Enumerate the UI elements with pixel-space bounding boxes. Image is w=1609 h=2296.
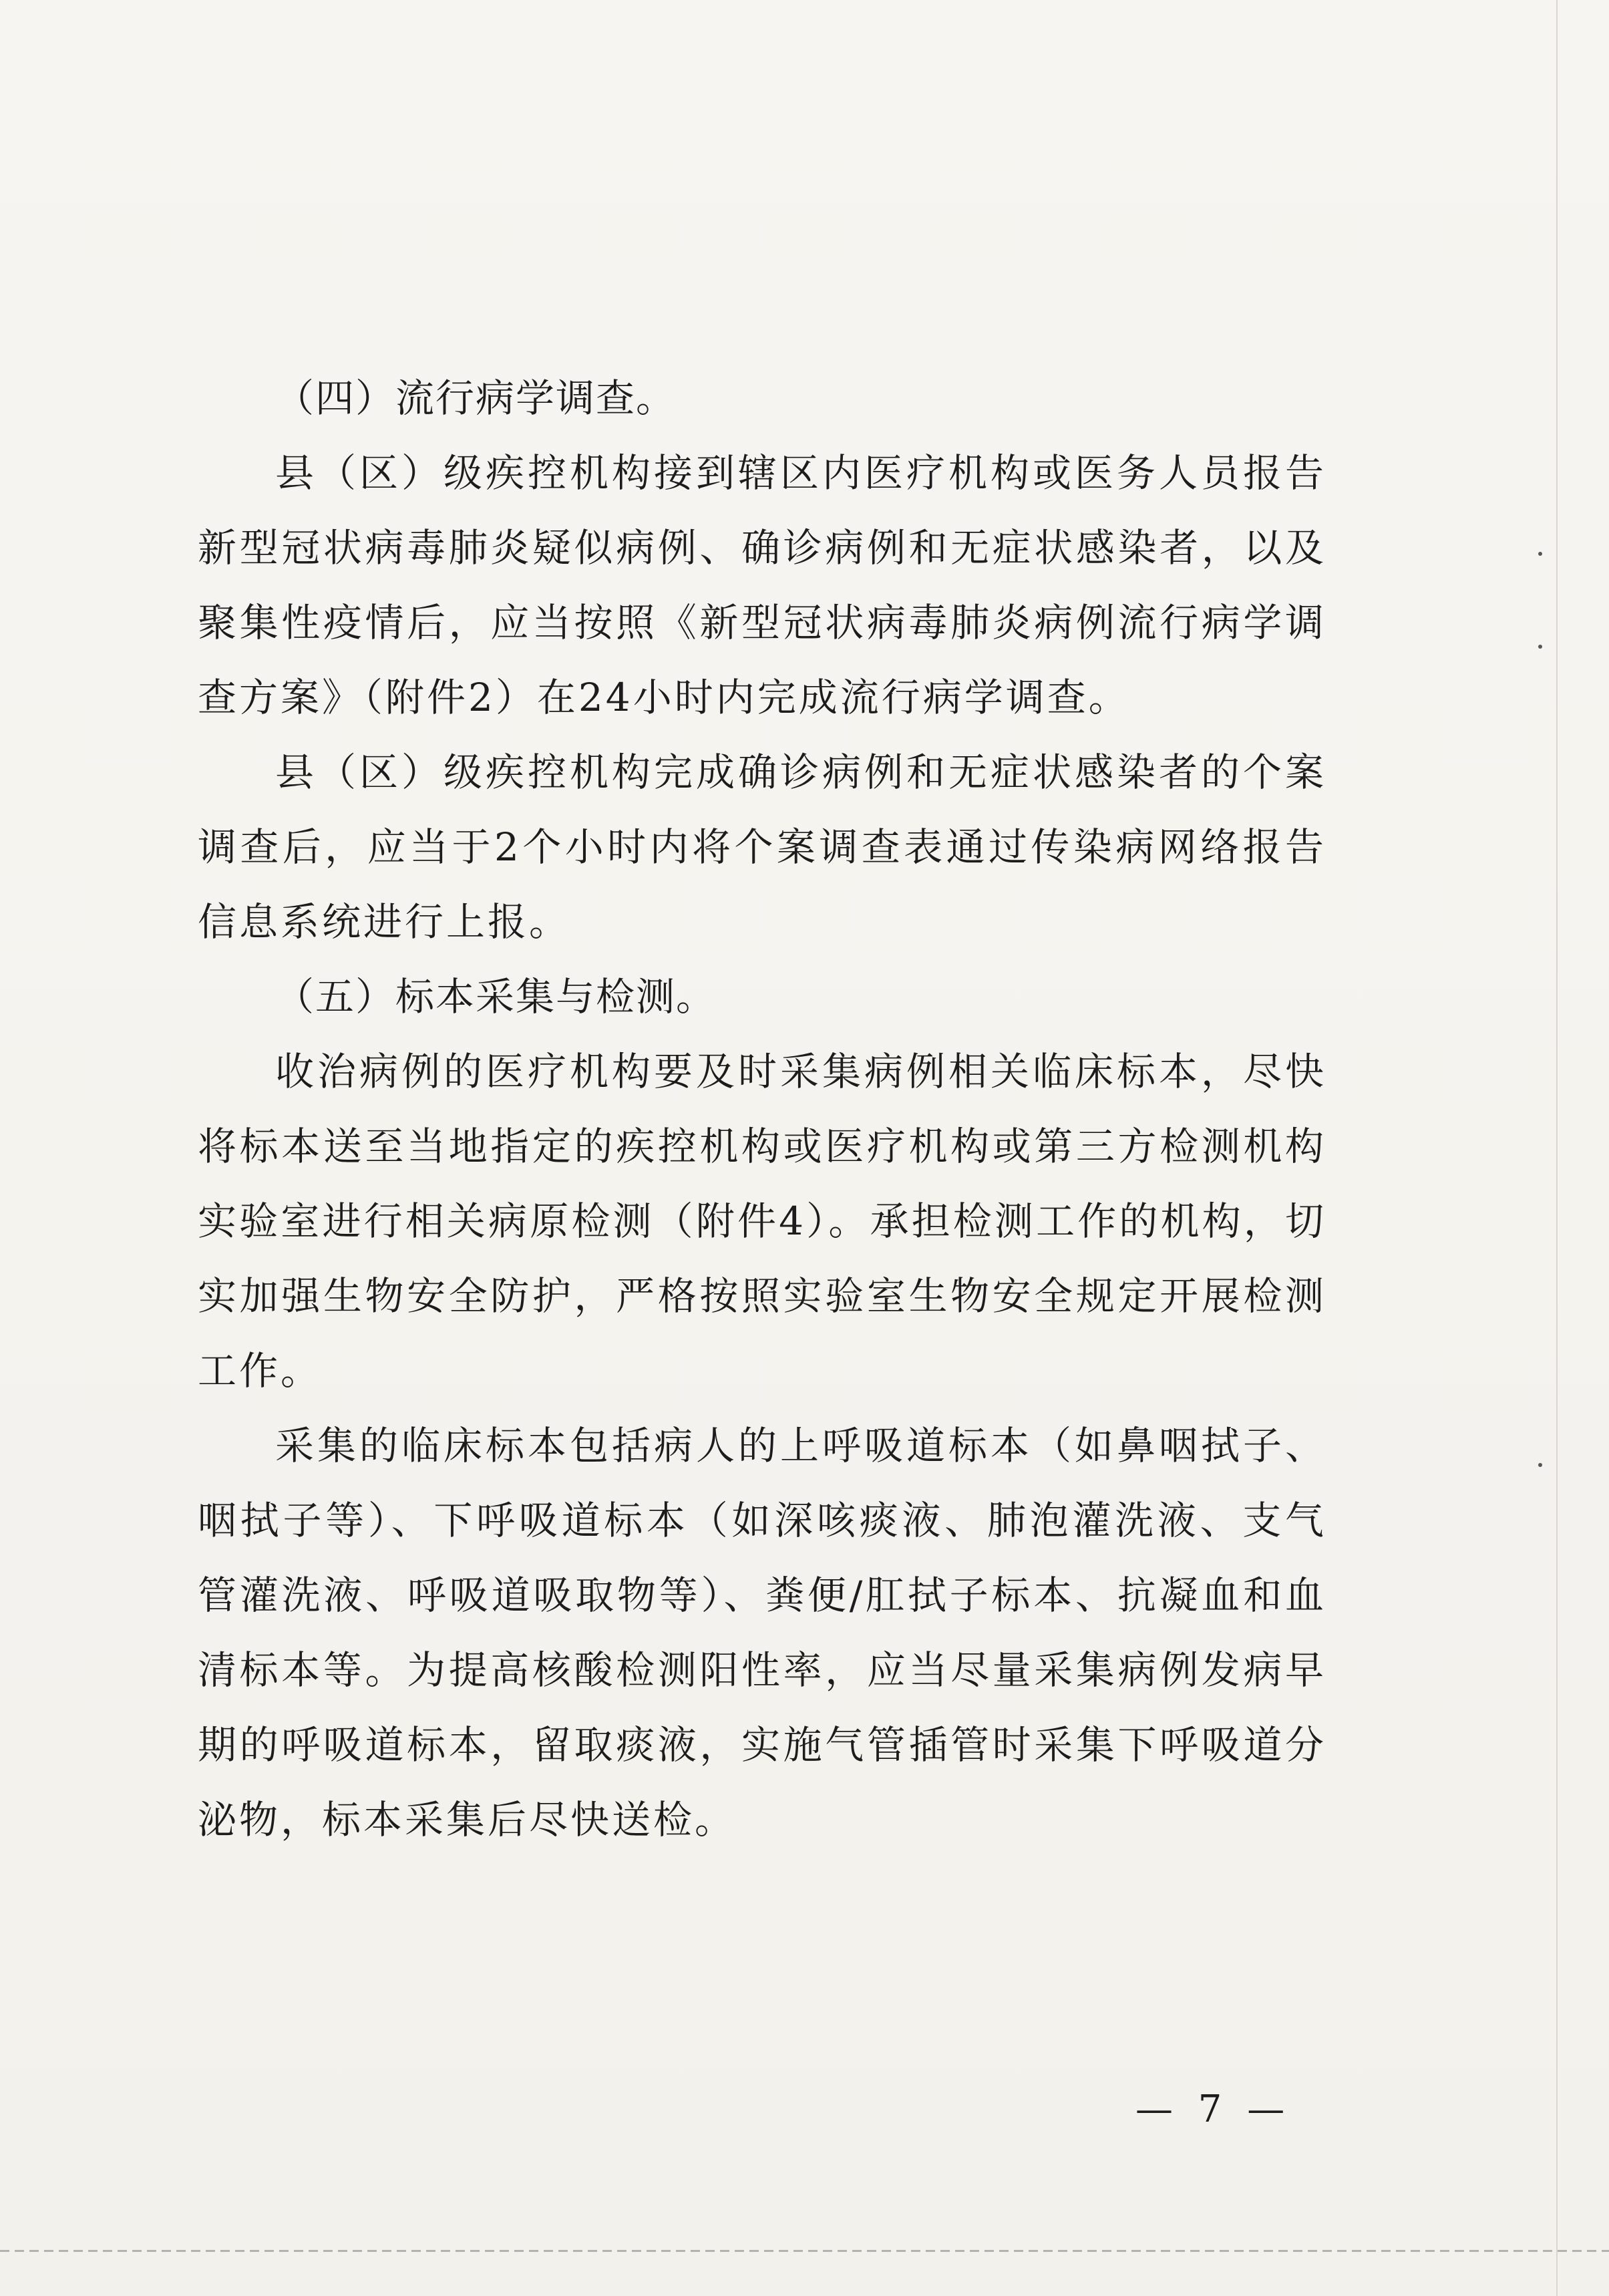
scan-speck — [1538, 645, 1542, 649]
document-body — [198, 361, 1326, 1857]
scan-speck — [1538, 1463, 1542, 1467]
paragraph-specimen-testing: 收治病例的医疗机构要及时采集病例相关临床标本，尽快将标本送至当地指定的疾控机构或医疗机构或第三方检测机构实验室进行相关病原检测（附件4）。承担检测工作的机构，切实加强生物安全防护，严格按照实验室生物安全规定开展检测工作。 — [198, 1049, 1326, 1393]
page-number: — 7 — — [1135, 2088, 1292, 2131]
section-heading-5: （五）标本采集与检测。 — [275, 974, 717, 1019]
paragraph-case-report: 县（区）级疾控机构完成确诊病例和无症状感染者的个案调查后，应当于2个小时内将个案调查表通过传染病网络报告信息系统进行上报。 — [198, 750, 1326, 945]
paragraph-specimen-types: 采集的临床标本包括病人的上呼吸道标本（如鼻咽拭子、咽拭子等）、下呼吸道标本（如深咳痰液、肺泡灌洗液、支气管灌洗液、呼吸道吸取物等）、粪便/肛拭子标本、抗凝血和血清标本等。为提高核酸检测阳性率，应当尽量采集病例发病早期的呼吸道标本，留取痰液，实施气管插管时采集下呼吸道分泌物，标本采集后尽快送检。 — [198, 1423, 1326, 1842]
scan-edge — [1556, 0, 1558, 2296]
paragraph-epidemiological-survey: 县（区）级疾控机构接到辖区内医疗机构或医务人员报告新型冠状病毒肺炎疑似病例、确诊病例和无症状感染者，以及聚集性疫情后，应当按照《新型冠状病毒肺炎病例流行病学调查方案》（附件2）在24小时内完成流行病学调查。 — [198, 450, 1326, 720]
scan-speck — [1538, 552, 1542, 556]
section-heading-4: （四）流行病学调查。 — [275, 375, 677, 421]
scan-bottom-line — [0, 2250, 1609, 2252]
